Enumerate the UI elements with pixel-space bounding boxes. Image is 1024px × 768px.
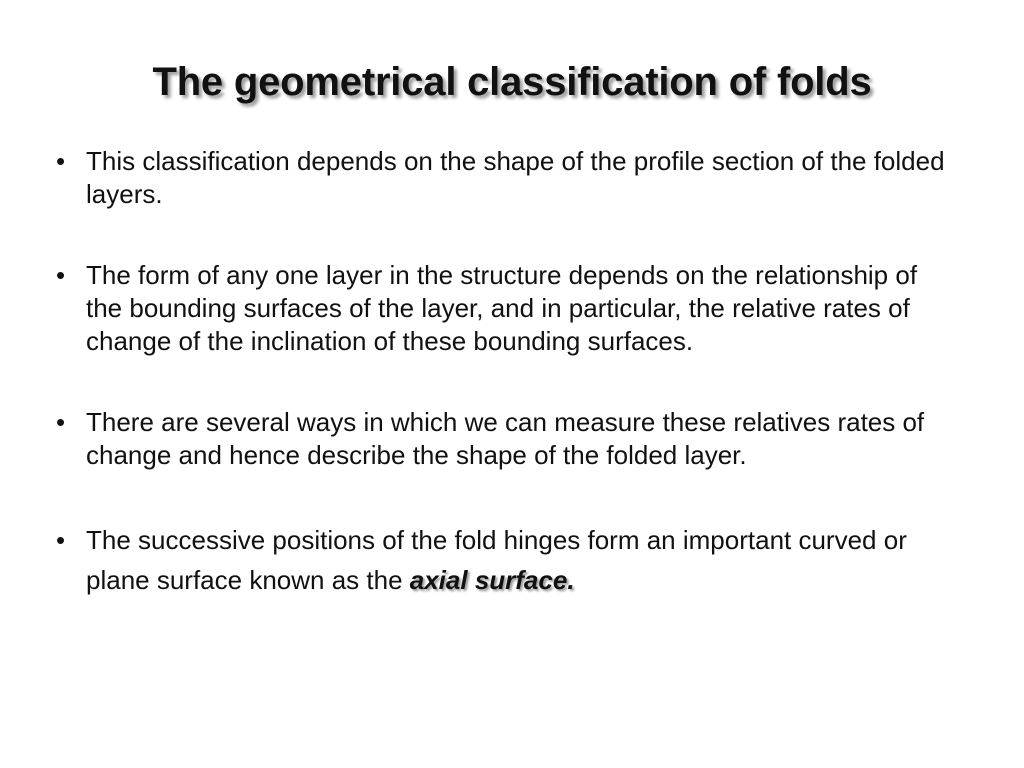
bullet-item (52, 145, 952, 211)
bullet-icon: • (56, 146, 66, 176)
bullet-text: The successive positions of the fold hinges form an important curved or plane surface known as the (86, 525, 907, 595)
bullet-icon: • (56, 260, 66, 290)
slide-title: The geometrical classification of folds (152, 60, 872, 104)
bullet-text: There are several ways in which we can measure these relatives rates of change and hence describe the shape of the folded layer. (86, 407, 925, 470)
bullet-item (52, 406, 952, 472)
bullet-item (52, 520, 952, 600)
emphasized-term: axial surface. (409, 565, 575, 595)
bullet-item (52, 259, 952, 358)
bullet-icon: • (56, 525, 66, 555)
bullet-text: The form of any one layer in the structure depends on the relationship of the bounding surfaces of the layer, and in particular, the relative rates of change of the inclination of these bounding surfaces. (86, 260, 918, 356)
bullet-list (52, 145, 952, 600)
bullet-text: This classification depends on the shape of the profile section of the folded layers. (86, 146, 945, 209)
bullet-icon: • (56, 407, 66, 437)
